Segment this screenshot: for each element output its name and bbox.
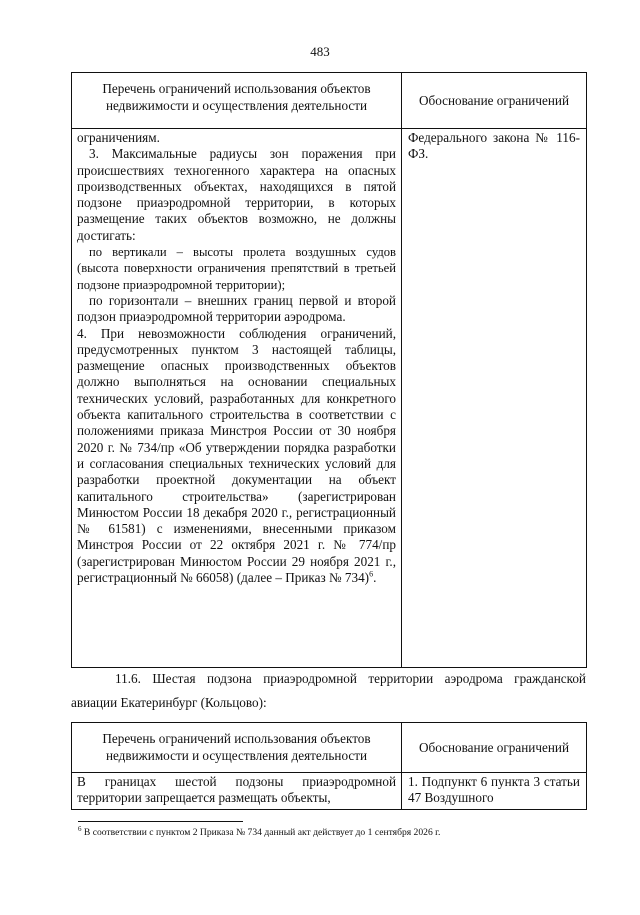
restrictions-cell bbox=[72, 129, 402, 668]
header-justification: Обоснование ограничений bbox=[402, 73, 587, 129]
restrictions-table bbox=[71, 72, 587, 668]
header-restrictions-list: Перечень ограничений использования объектов недвижимости и осуществления деятельности bbox=[72, 73, 402, 129]
section-heading bbox=[71, 667, 586, 715]
footnote-text: В соответствии с пунктом 2 Приказа № 734 данный акт действует до 1 сентября 2026 г. bbox=[83, 827, 441, 838]
section-heading-text: 11.6. Шестая подзона приаэродромной территории аэродрома гражданской авиации Екатеринбург (Кольцово): bbox=[71, 671, 586, 710]
table-header-row bbox=[72, 73, 587, 129]
justification-cell bbox=[402, 129, 587, 668]
justification-text: 1. Подпункт 6 пункта 3 статьи 47 Воздушного bbox=[408, 774, 580, 806]
header-restrictions-list: Перечень ограничений использования объектов недвижимости и осуществления деятельности bbox=[72, 723, 402, 773]
paragraph-horizontal: по горизонтали – внешних границ первой и второй подзон приаэродромной территории аэродрома. bbox=[77, 292, 396, 325]
footnote-ref: 6 bbox=[369, 569, 374, 579]
header-justification: Обоснование ограничений bbox=[402, 723, 587, 773]
page-number: 483 bbox=[310, 44, 330, 59]
paragraph-continuation: ограничениям. bbox=[77, 130, 160, 145]
paragraph-item-4-text: 4. При невозможности соблюдения ограничений, предусмотренных пунктом 3 настоящей таблицы, размещение опасных производственных объектов должно выполняться на основании специальных технических условий, разработанных для конкретного объекта капитального строительства в соответствии с положениями приказа Минстроя России от 30 ноября 2020 г. № 734/пр «Об утверждении порядка разработки и согласования специальных технических условий для разработки проектной документации на объект капитального строительства» (зарегистрирован Минюстом России 18 декабря 2020 г., регистрационный № 61581) с изменениями, внесенными приказом Минстроя России от 22 октября 2021 г. № 774/пр (зарегистрирован Минюстом России 29 ноября 2021 г., регистрационный № 66058) (далее – Приказ № 734) bbox=[77, 325, 396, 586]
footnote bbox=[78, 824, 578, 839]
justification-text: Федерального закона № 116-ФЗ. bbox=[408, 130, 580, 162]
footnote-separator bbox=[78, 821, 243, 822]
paragraph-item-4: 4. При невозможности соблюдения ограничений, предусмотренных пунктом 3 настоящей таблицы, размещение опасных производственных объектов должно выполняться на основании специальных технических условий, разработанных для конкретного объекта капитального строительства в соответствии с положениями приказа Минстроя России от 30 ноября 2020 г. № 734/пр «Об утверждении порядка разработки и согласования специальных технических условий для разработки проектной документации на объект капитального строительства» (зарегистрирован Минюстом России 18 декабря 2020 г., регистрационный № 61581) с изменениями, внесенными приказом Минстроя России от 22 октября 2021 г. № 774/пр (зарегистрирован Минюстом России 29 ноября 2021 г., регистрационный № 66058) (далее – Приказ № 734)$^6$. bbox=[77, 325, 396, 586]
paragraph-vertical: по вертикали – высоты пролета воздушных судов (высота поверхности ограничения препятствий в третьей подзоне приаэродромной территории); bbox=[77, 245, 396, 292]
footnote-mark: 6 bbox=[78, 824, 82, 833]
table-row bbox=[72, 129, 587, 668]
table-row bbox=[72, 773, 587, 810]
restrictions-cell bbox=[72, 773, 402, 810]
restrictions-text: В границах шестой подзоны приаэродромной территории запрещается размещать объекты, bbox=[77, 774, 396, 806]
justification-cell bbox=[402, 773, 587, 810]
paragraph-item-3: 3. Максимальные радиусы зон поражения при происшествиях техногенного характера на опасных производственных объектах, находящихся в пятой подзоне приаэродромной территории, в которых размещение таких объектов возможно, не должны достигать: bbox=[77, 146, 396, 243]
table-header-row bbox=[72, 723, 587, 773]
sixth-subzone-table bbox=[71, 722, 587, 810]
